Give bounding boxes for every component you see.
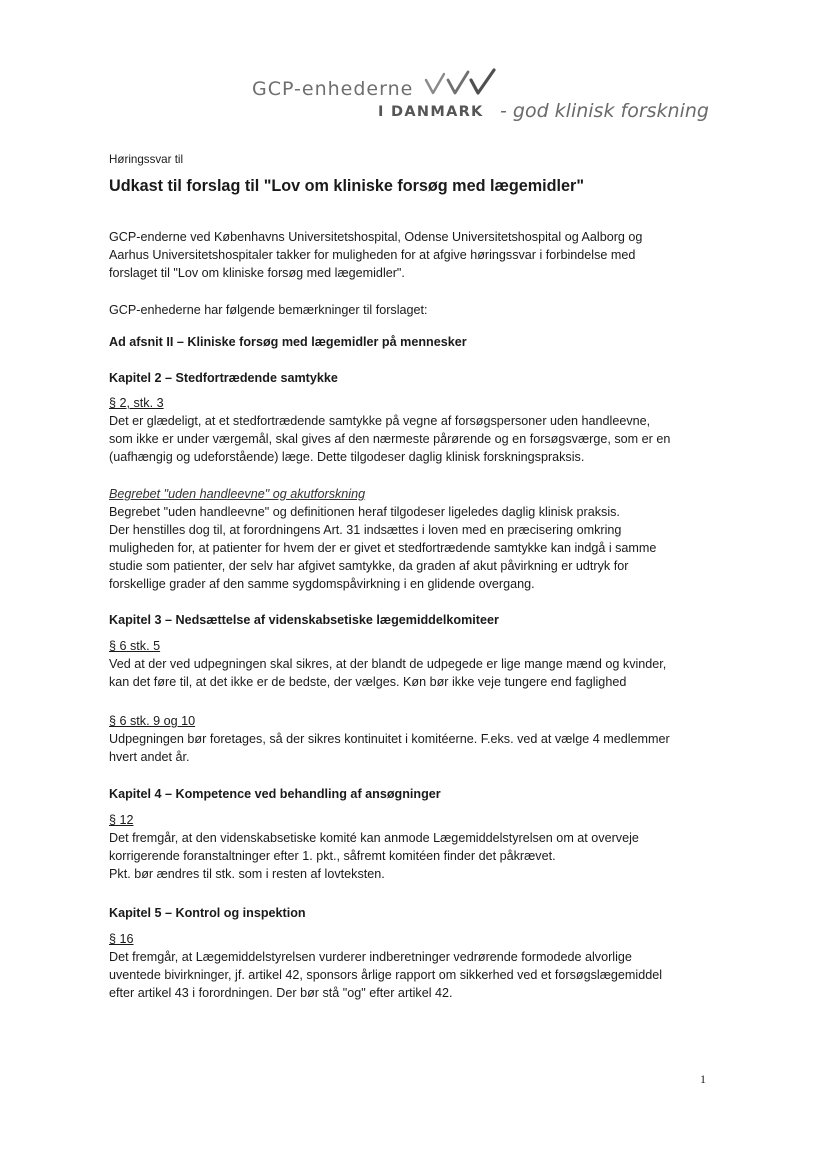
chapter-4-line: Det fremgår, at den videnskabsetiske komité kan anmode Lægemiddelstyrelsen om at overveje [109, 831, 639, 845]
chapter-3-ref: § 6 stk. 9 og 10 [109, 714, 196, 728]
doc-kicker: Høringssvar til [109, 153, 184, 166]
intro-line: GCP-enderne ved Københavns Universitetshospital, Odense Universitetshospital og Aalborg og [109, 230, 643, 244]
chapter-2-sub-line: Der henstilles dog til, at forordningens Art. 31 indsættes i loven med en præcisering omkring [109, 523, 622, 537]
chapter-2-heading: Kapitel 2 – Stedfortrædende samtykke [109, 371, 338, 385]
chapter-2-sub-line: Begrebet "uden handleevne" og definitionen heraf tilgodeser ligeledes daglig klinisk praksis. [109, 505, 620, 519]
chapter-2-sub-line: studie som patienter, der selv har afgivet samtykke, da graden af akut påvirkning er udtryk for [109, 559, 629, 573]
chapter-4-ref: § 12 [109, 813, 134, 827]
chapter-3-line: hvert andet år. [109, 750, 190, 764]
chapter-2-ref: § 2, stk. 3 [109, 396, 164, 410]
chapter-4-line: Pkt. bør ændres til stk. som i resten af lovteksten. [109, 867, 385, 881]
intro-line: Aarhus Universitetshospitaler takker for muligheden for at afgive høringssvar i forbindelse med [109, 248, 636, 262]
remarks-line: GCP-enhederne har følgende bemærkninger til forslaget: [109, 303, 428, 317]
logo-tagline: - god klinisk forskning [500, 100, 709, 122]
chapter-2-subheading: Begrebet "uden handleevne" og akutforskning [109, 487, 366, 501]
chapter-4-line: korrigerende foranstaltninger efter 1. pkt., såfremt komitéen finder det påkrævet. [109, 849, 556, 863]
chapter-5-ref: § 16 [109, 932, 134, 946]
page-number: 1 [700, 1072, 706, 1086]
chapter-3-ref: § 6 stk. 5 [109, 639, 161, 653]
page-title: Udkast til forslag til "Lov om kliniske forsøg med lægemidler" [109, 177, 584, 195]
chapter-5-heading: Kapitel 5 – Kontrol og inspektion [109, 906, 306, 920]
chapter-2-line: (uafhængig og udeforstående) læge. Dette tilgodeser daglig klinisk forskningspraksis. [109, 450, 585, 464]
intro-line: forslaget til "Lov om kliniske forsøg med lægemidler". [109, 266, 405, 280]
chapter-2-line: som ikke er under værgemål, skal gives af den nærmeste pårørende og en forsøgsværge, som er en [109, 432, 671, 446]
section-heading: Ad afsnit II – Kliniske forsøg med lægemidler på mennesker [109, 335, 467, 349]
logo-org-name: GCP-enhederne [252, 78, 414, 100]
chapter-5-line: Det fremgår, at Lægemiddelstyrelsen vurderer indberetninger vedrørende formodede alvorlige [109, 950, 632, 964]
chapter-5-line: uventede bivirkninger, jf. artikel 42, sponsors årlige rapport om sikkerhed ved et forsøgslægemiddel [109, 968, 662, 982]
chapter-3-line: kan det føre til, at det ikke er de bedste, der vælges. Køn bør ikke veje tungere end faglighed [109, 675, 627, 689]
chapter-3-line: Ved at der ved udpegningen skal sikres, at der blandt de udpegede er lige mange mænd og kvinder, [109, 657, 667, 671]
logo-country: I DANMARK [378, 104, 484, 120]
chapter-2-sub-line: muligheden for, at patienter for hvem der er givet et stedfortrædende samtykke kan indgå i samme [109, 541, 657, 555]
chapter-3-line: Udpegningen bør foretages, så der sikres kontinuitet i komitéerne. F.eks. ved at vælge 4 medlemmer [109, 732, 670, 746]
three-checkmarks-icon [424, 68, 496, 98]
chapter-2-sub-line: forskellige grader af den samme sygdomspåvirkning i en glidende overgang. [109, 577, 535, 591]
chapter-4-heading: Kapitel 4 – Kompetence ved behandling af ansøgninger [109, 787, 441, 801]
chapter-2-line: Det er glædeligt, at et stedfortrædende samtykke på vegne af forsøgspersoner uden handleevne, [109, 414, 651, 428]
chapter-3-heading: Kapitel 3 – Nedsættelse af videnskabsetiske lægemiddelkomiteer [109, 613, 499, 627]
chapter-5-line: efter artikel 43 i forordningen. Der bør stå "og" efter artikel 42. [109, 986, 453, 1000]
